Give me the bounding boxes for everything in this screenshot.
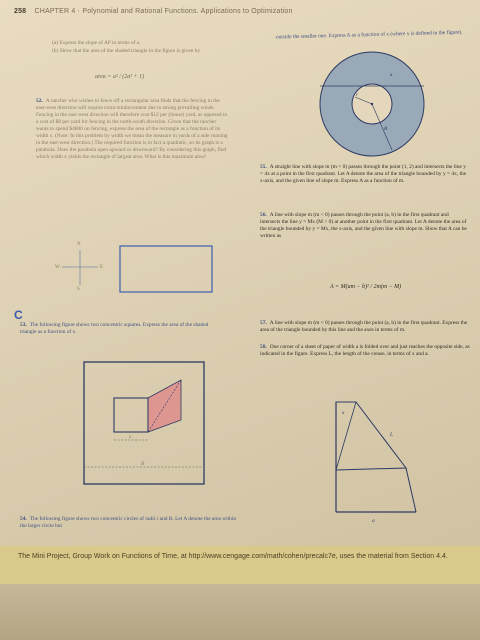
page-bottom-shadow xyxy=(0,584,480,640)
compass-e: E xyxy=(100,265,104,270)
problem-56-formula: A = M(am − b)² / 2m(m − M) xyxy=(330,284,402,290)
mini-project-text: The Mini Project, Group Work on Functions of Time, at http://www.cengage.com/math/cohen/precalc7e, uses the material from Section 4.4. xyxy=(18,553,448,560)
compass-s: S xyxy=(77,287,80,292)
problem-55-number: 55. xyxy=(260,164,267,170)
problem-58-text: One corner of a sheet of paper of width a is folded over and just reaches the opposite side, as indicated in the figure. Express L, the length of the crease, in terms of x and a. xyxy=(260,344,470,357)
chapter-title: CHAPTER 4 · Polynomial and Rational Functions. Applications to Optimization xyxy=(34,8,293,15)
fold-label-a: a xyxy=(372,518,375,524)
folded-flap xyxy=(336,402,406,470)
circle-label-x: x xyxy=(390,72,393,78)
compass-n: N xyxy=(77,242,81,247)
squares-label-r: R xyxy=(141,461,145,467)
problem-51b: (b) Show that the area of the shaded triangle in the figure is given by xyxy=(52,48,201,54)
problem-51a: (a) Express the slope of AP in terms of a. xyxy=(52,40,141,46)
circle-label-R: R xyxy=(384,126,388,132)
problem-52-number: 52. xyxy=(36,98,43,104)
problem-51-formula: area = a² / (2a² + 1) xyxy=(95,74,145,80)
problem-54-text: The following figure shows two concentric circles of radii r and R. Let A denote the area within the larger circle but xyxy=(20,516,237,529)
problem-53-text: The following figure shows two concentric squares. Express the area of the shaded triangle as a function of x. xyxy=(20,322,209,335)
problem-57-number: 57. xyxy=(260,320,267,326)
margin-c-mark: C xyxy=(14,308,23,322)
fold-label-L: L xyxy=(390,432,393,438)
squares-label-x: x xyxy=(129,434,132,440)
fold-label-x: x xyxy=(342,410,345,416)
compass-w: W xyxy=(55,265,60,270)
problem-54-continued: outside the smaller one. Express A as a function of x (where x is defined in the figure). xyxy=(275,29,463,41)
problem-54-number: 54. xyxy=(20,516,27,522)
problem-56-text: A line with slope m (m < 0) passes through the point (a, b) in the first quadrant and intersects the line y = Mx (M > 0) at another point in the first quadrant. Let A denote the area of the triangle bounded by y = Mx, the x-axis, and the given line with slope m. Show that A can be written as xyxy=(260,212,467,239)
page-number: 258 xyxy=(14,8,27,15)
crease-line xyxy=(336,402,356,470)
problem-55-text: A straight line with slope m (m < 0) passes through the point (1, 2) and intersects the line y = 4x at a point in the first quadrant. Let A denote the area of the triangle bounded by y = 4x, the x-axis, and the given line of slope m. Express A as a function of m. xyxy=(260,164,467,184)
problem-58-number: 58. xyxy=(260,344,267,350)
circle-label-r: r xyxy=(356,92,359,98)
problem-52-text: A rancher who wishes to fence off a rectangular area finds that the fencing in the east-west direction will require extra reinforcement due to strong prevailing winds. Fencing in the east-west direction will therefore cost $12 per (linear) yard, as opposed to a cost of $8 per yard for fencing in the north-south direction. Given that the rancher wants to spend $4800 on fencing, express the area of the rectangle as a function of its width x. (Note: In this problem by width we mean the measure in yards of a side running in the east-west direction.) The required function is in fact a quadratic, so its graph is a parabola. Does the parabola open upward or downward? By considering this graph, find which width x yields the rectangle of largest area. What is this maximum area? xyxy=(36,98,228,160)
problem-57-text: A line with slope m (m < 0) passes through the point (a, b) in the first quadrant. Express the area of the triangle bounded by this line and the axes in terms of m. xyxy=(260,320,468,333)
problem-53-number: 53. xyxy=(20,322,27,328)
problem-56-number: 56. xyxy=(260,212,267,218)
paper-right-edge xyxy=(406,468,416,512)
